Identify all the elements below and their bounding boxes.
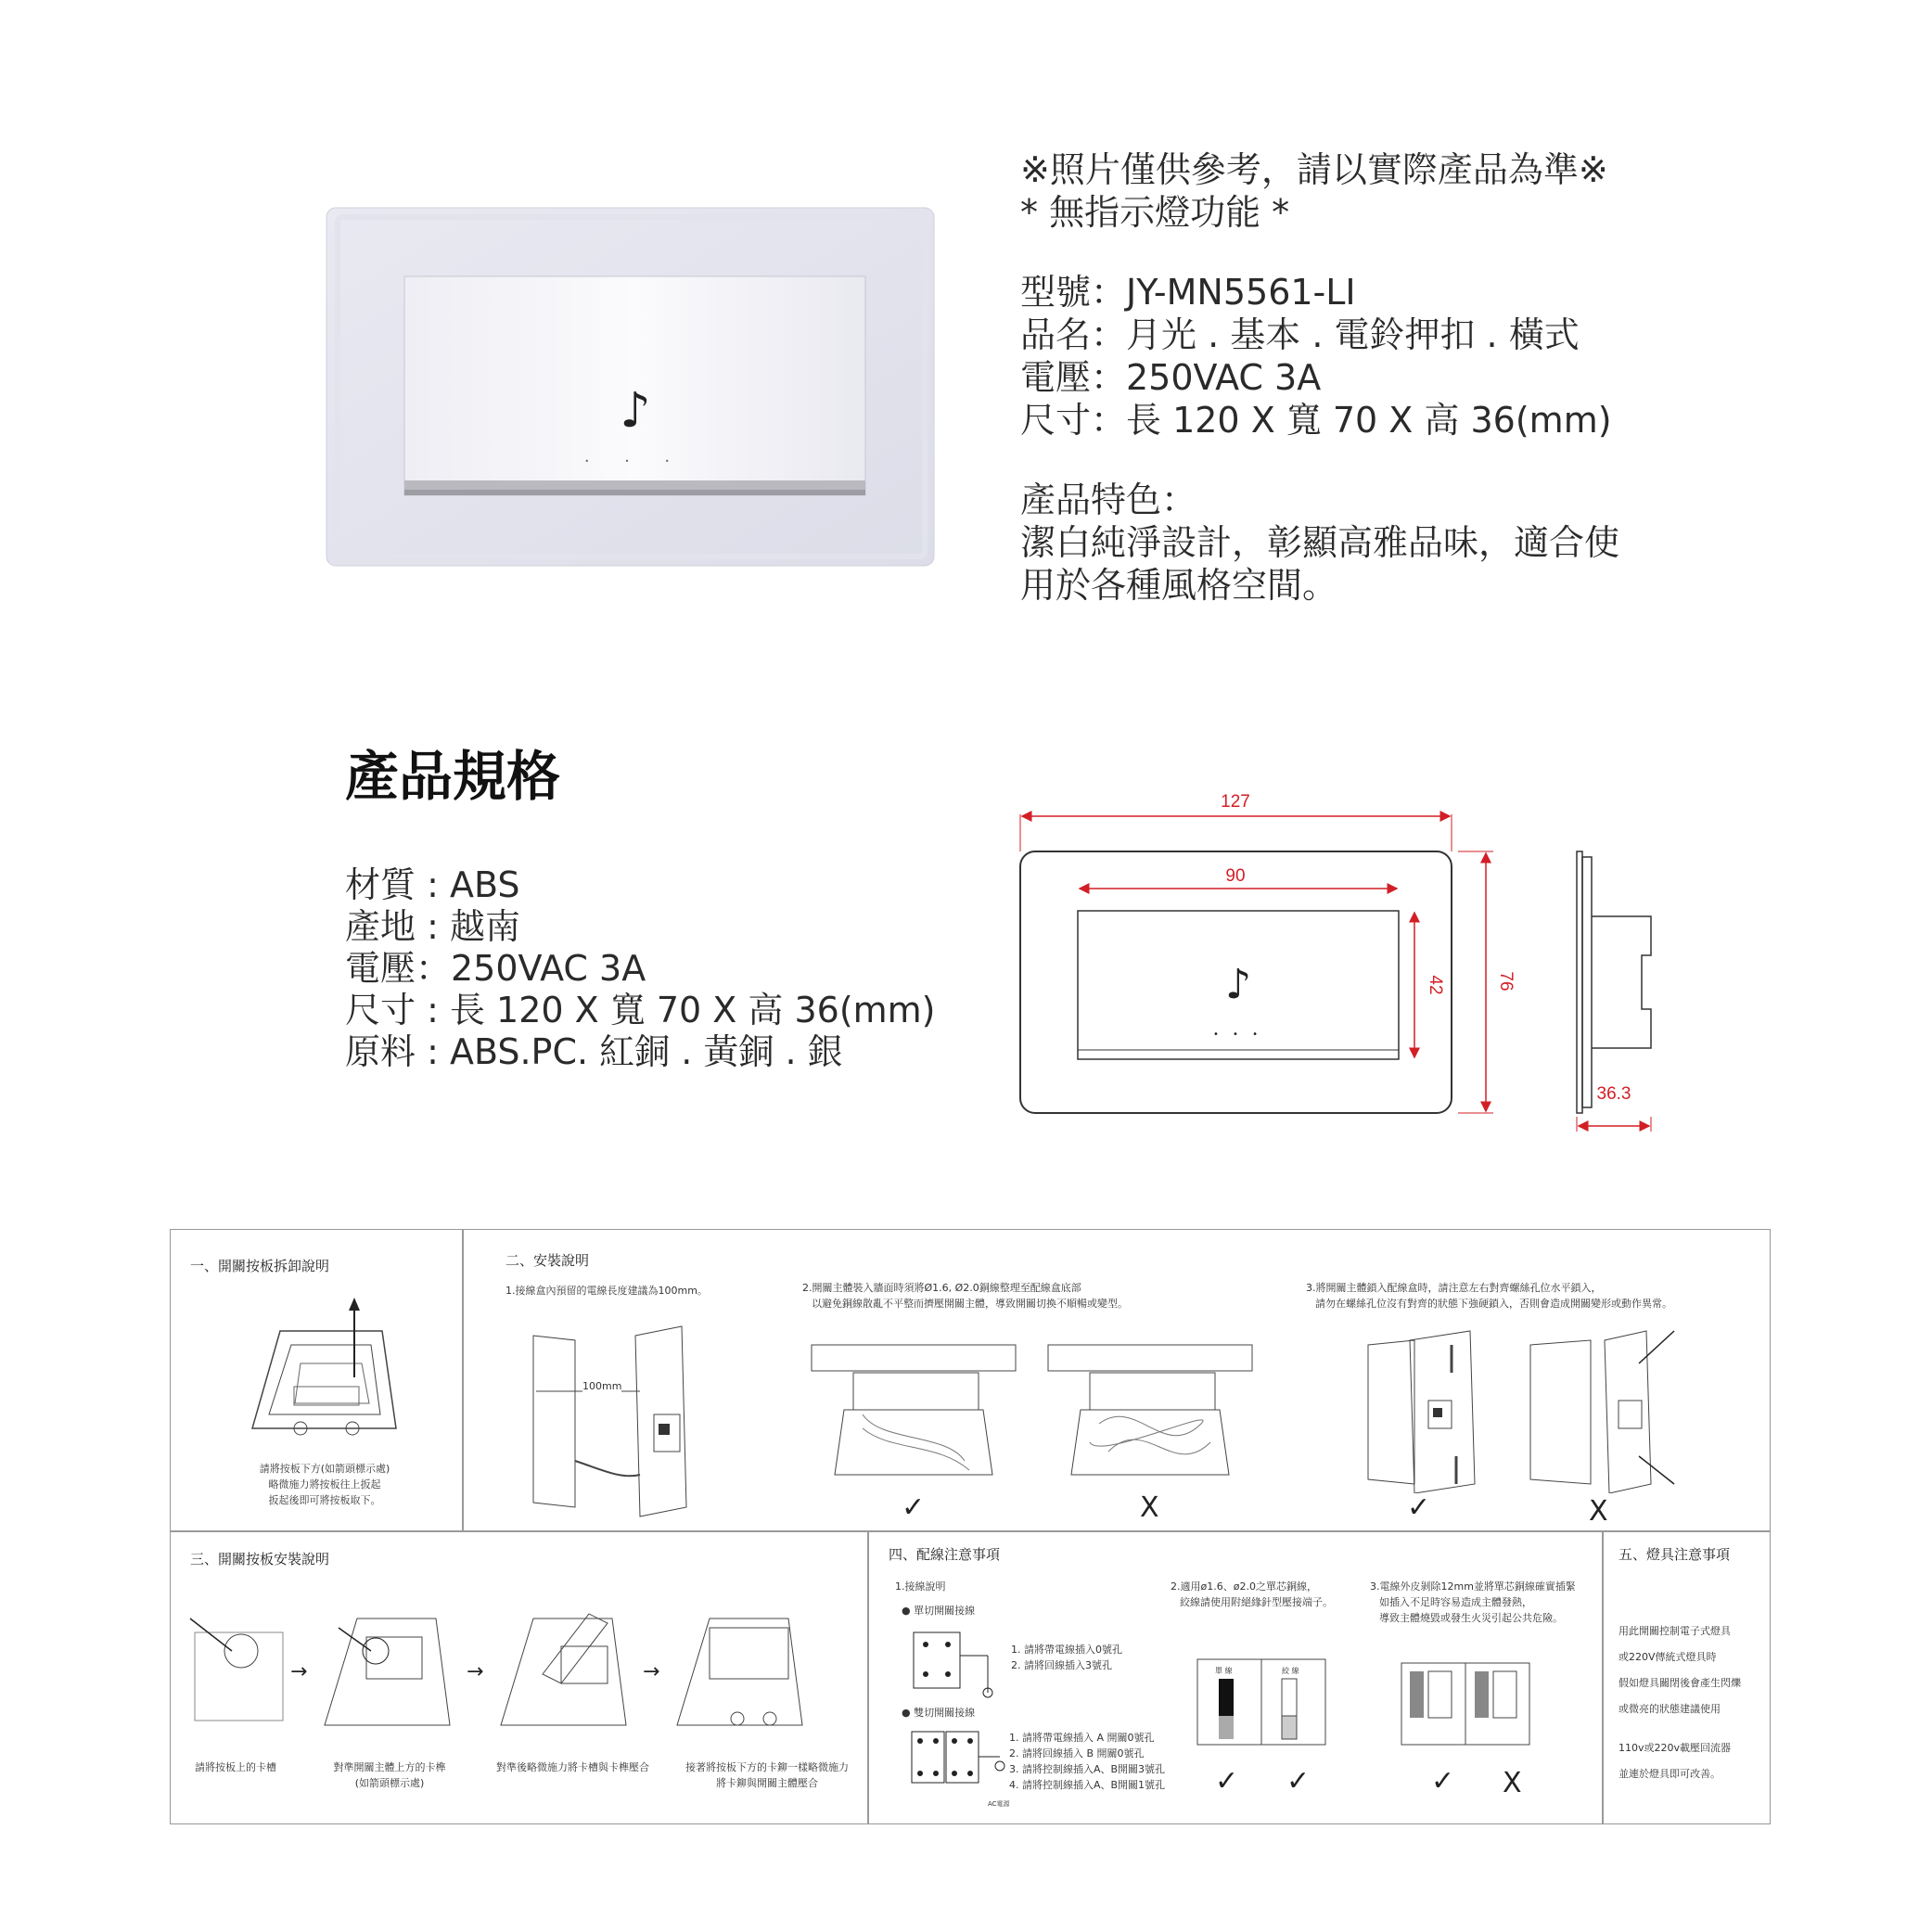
lighting-notes <box>1619 1619 1741 1787</box>
ac-power-label: AC電源 <box>988 1800 1010 1808</box>
features-title: 產品特色： <box>1020 480 1197 520</box>
check-mark: ✓ <box>1286 1765 1311 1798</box>
bell-note-icon: ♪ <box>620 383 651 439</box>
install-step-3b: 請勿在螺絲孔位沒有對齊的狀態下強硬鎖入，否則會造成開關變形或動作異常。 <box>1315 1298 1672 1310</box>
double-switch-label: ● 雙切開關接線 <box>902 1707 976 1719</box>
spec-size: 尺寸 : 長 120 X 寬 70 X 高 36(mm) <box>345 990 936 1030</box>
product-photo <box>325 206 937 568</box>
no-indicator-note: * 無指示燈功能 * <box>1020 192 1290 233</box>
double-wiring-step-2: 2. 請將回線插入 B 開關0號孔 <box>1009 1747 1145 1759</box>
single-switch-label: ● 單切開關接線 <box>902 1605 976 1617</box>
section-2-title: 二、安裝說明 <box>505 1252 590 1269</box>
section-4-title: 四、配線注意事項 <box>889 1546 1001 1563</box>
arrow-right-icon: → <box>467 1660 484 1683</box>
check-mark: ✓ <box>1215 1765 1239 1798</box>
plate-align-figure <box>320 1614 459 1734</box>
install-step-2b: 以避免銅線散亂不平整而擠壓開關主體，導致開關切換不順暢或變型。 <box>812 1298 1128 1310</box>
plate-lock-figure <box>672 1609 812 1734</box>
spec-list <box>345 864 936 1073</box>
cross-mark: X <box>1589 1495 1608 1528</box>
lighting-note-6: 並連於燈具即可改善。 <box>1619 1768 1721 1780</box>
switch-removal-figure <box>243 1294 401 1447</box>
install-caption-4: 接著將按板下方的卡鉚一樣略微施力 將卡鉚與開關主體壓合 <box>685 1761 849 1789</box>
spec-title: 產品規格 <box>345 745 561 808</box>
section-3-title: 三、開關按板安裝說明 <box>190 1551 330 1567</box>
height-76-label: 76 <box>1496 971 1516 992</box>
strip-line-3: 導致主體燒毀或發生火災引起公共危險。 <box>1379 1612 1563 1624</box>
product-notes <box>1020 148 1619 607</box>
disclaimer: ※照片僅供參考，請以實際產品為準※ <box>1020 149 1608 190</box>
lighting-note-1: 用此開關控制電子式燈具 <box>1619 1625 1731 1637</box>
arrow-right-icon: → <box>290 1660 308 1683</box>
double-wiring-step-4: 4. 請將控制線插入A、B開關1號孔 <box>1009 1779 1166 1791</box>
wire-spec-line-2: 絞線請使用附絕緣針型壓接端子。 <box>1180 1596 1333 1608</box>
install-caption-2: 對準開關主體上方的卡榫 (如箭頭標示處) <box>333 1761 446 1789</box>
install-step-2a: 2.開關主體裝入牆面時須將Ø1.6, Ø2.0銅線整理至配線盒底部 <box>802 1282 1081 1294</box>
double-wiring-step-3: 3. 請將控制線插入A、B開關3號孔 <box>1009 1763 1166 1775</box>
lighting-note-3: 假如燈具關閉後會產生閃爍 <box>1619 1677 1741 1689</box>
stranded-wire-label: 絞 線 <box>1282 1667 1299 1675</box>
spec-raw-material: 原料 : ABS.PC. 紅銅 . 黃銅 . 銀 <box>345 1031 843 1072</box>
spec-voltage: 電壓：250VAC 3A <box>345 948 646 989</box>
wiring-subtitle: 1.接線說明 <box>895 1580 946 1593</box>
wire-insertion-figure <box>1401 1662 1530 1746</box>
cross-mark: X <box>1140 1491 1159 1524</box>
width-90-label: 90 <box>1225 866 1246 886</box>
double-wiring-step-1: 1. 請將帶電線插入 A 開關0號孔 <box>1009 1732 1155 1744</box>
strip-line-1: 3.電線外皮剝除12mm並將單芯銅線確實插緊 <box>1370 1580 1576 1593</box>
single-switch-diagram <box>909 1628 1002 1702</box>
strip-line-2: 如插入不足時容易造成主體發熱， <box>1379 1596 1532 1608</box>
svg-text:• • •: • • • <box>584 457 686 466</box>
spec-material: 材質 : ABS <box>345 864 520 905</box>
install-step-1: 1.接線盒內預留的電線長度建議為100mm。 <box>505 1285 708 1297</box>
depth-36-3-label: 36.3 <box>1596 1084 1631 1104</box>
plate-press-figure <box>496 1609 635 1734</box>
wire-length-label: 100mm <box>582 1380 622 1392</box>
wire-arrangement-wrong <box>1043 1340 1257 1489</box>
size: 尺寸：長 120 X 寬 70 X 高 36(mm) <box>1020 400 1612 441</box>
screw-misaligned-figure <box>1526 1326 1693 1493</box>
lighting-note-5: 110v或220v載壓回流器 <box>1619 1742 1732 1754</box>
check-mark: ✓ <box>902 1491 926 1524</box>
check-mark: ✓ <box>1407 1491 1431 1524</box>
wire-length-figure <box>519 1322 705 1521</box>
height-42-label: 42 <box>1426 975 1445 995</box>
arrow-right-icon: → <box>643 1660 660 1683</box>
plate-slot-figure <box>186 1614 297 1725</box>
wire-arrangement-correct <box>807 1340 1020 1489</box>
product-name: 品名：月光 . 基本 . 電鈴押扣 . 橫式 <box>1020 314 1580 355</box>
single-wiring-step-2: 2. 請將回線插入3號孔 <box>1011 1659 1112 1671</box>
lighting-note-2: 或220V傳統式燈具時 <box>1619 1651 1717 1663</box>
single-wiring-step-1: 1. 請將帶電線插入0號孔 <box>1011 1644 1122 1656</box>
double-switch-diagram <box>907 1727 1018 1806</box>
cross-mark: X <box>1503 1767 1522 1799</box>
section-1-title: 一、開關按板拆卸說明 <box>190 1258 330 1274</box>
bell-note-icon: ♪ <box>1224 961 1252 1008</box>
spec-origin: 產地 : 越南 <box>345 906 520 947</box>
check-mark: ✓ <box>1431 1765 1455 1798</box>
solid-wire-label: 單 線 <box>1215 1667 1233 1675</box>
install-caption-1: 請將按板上的卡槽 <box>195 1761 276 1773</box>
install-step-3a: 3.將開關主體鎖入配線盒時，請注意左右對齊螺絲孔位水平鎖入， <box>1306 1282 1602 1294</box>
section-1-text: 請將按板下方(如箭頭標示處) 略微施力將按板往上扳起 扳起後即可將按板取下。 <box>259 1463 390 1506</box>
section-5-title: 五、燈具注意事項 <box>1619 1546 1731 1563</box>
wire-spec-line-1: 2.適用ø1.6、ø2.0之單芯銅線， <box>1171 1580 1317 1593</box>
indicator-dots: • • • <box>1212 1030 1264 1040</box>
screw-aligned-figure <box>1363 1326 1484 1493</box>
width-127-label: 127 <box>1221 792 1250 812</box>
install-caption-3: 對準後略微施力將卡槽與卡榫壓合 <box>496 1761 649 1773</box>
lighting-note-4: 或微亮的狀態建議使用 <box>1619 1703 1721 1715</box>
features-line-1: 潔白純淨設計，彰顯高雅品味，適合使 <box>1020 522 1620 563</box>
model-number: 型號：JY-MN5561-LI <box>1020 272 1356 313</box>
dimension-drawing <box>1011 787 1660 1139</box>
voltage: 電壓：250VAC 3A <box>1020 357 1322 398</box>
features-line-2: 用於各種風格空間。 <box>1020 565 1338 606</box>
